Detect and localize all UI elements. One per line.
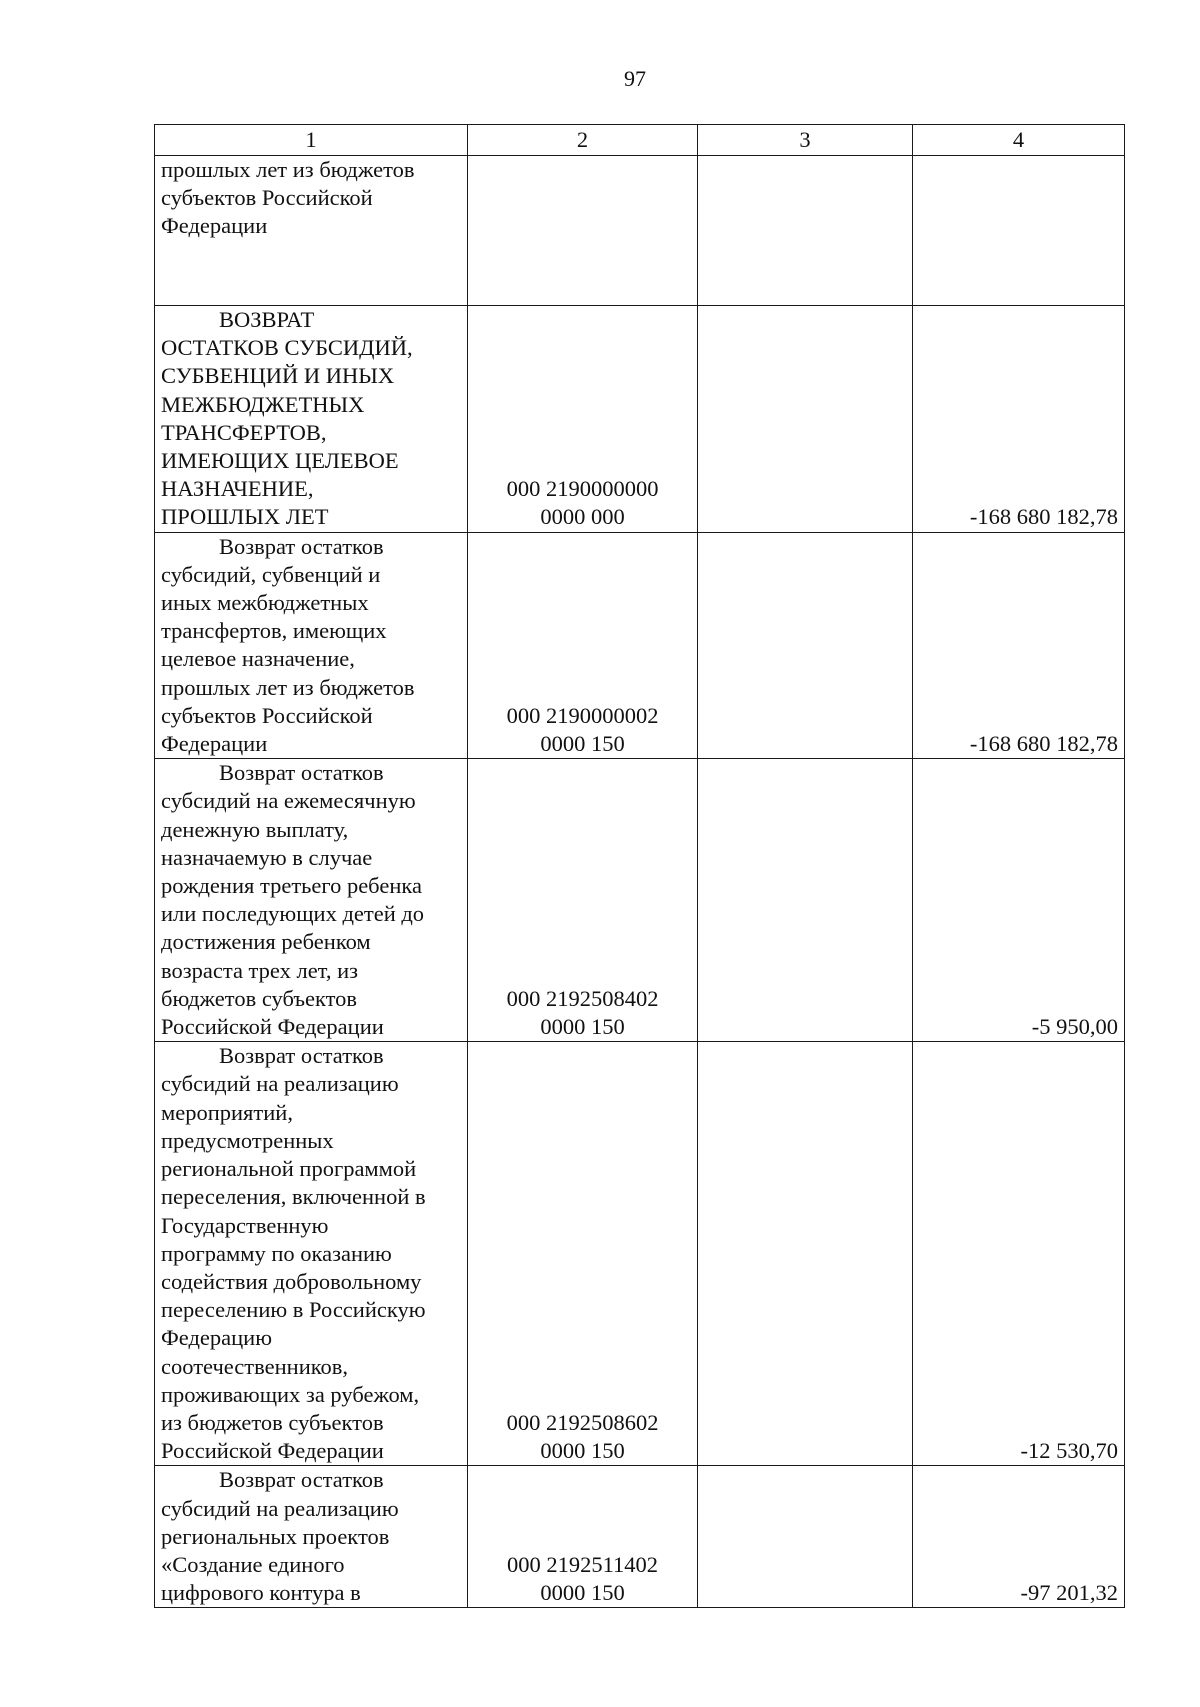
- table-row: [155, 306, 1125, 533]
- item-name-line: достижения ребенком: [161, 929, 371, 955]
- item-name-line: субъектов Российской: [161, 702, 373, 728]
- budget-code-line: 000 2190000000: [506, 476, 659, 502]
- item-name-line: программу по оказанию: [161, 1240, 392, 1266]
- code-cell: [468, 759, 698, 1042]
- code-cell: [468, 1466, 698, 1608]
- budget-code-line: 0000 000: [540, 504, 625, 530]
- item-name-line: предусмотренных: [161, 1127, 334, 1153]
- item-name-line: СУБВЕНЦИЙ И ИНЫХ: [161, 363, 395, 389]
- item-name-line: проживающих за рубежом,: [161, 1381, 420, 1407]
- item-name-cell: [155, 306, 468, 533]
- header-cell: 3: [698, 125, 913, 156]
- budget-code-line: 000 2192511402: [506, 1551, 659, 1577]
- empty-cell: [698, 306, 913, 533]
- item-name-cell: [155, 532, 468, 759]
- item-name-line: содействия добровольному: [161, 1268, 422, 1294]
- item-name-line: Федерации: [161, 213, 268, 239]
- item-name-line: субсидий на реализацию: [161, 1071, 399, 1097]
- code-cell: [468, 532, 698, 759]
- item-name-line: НАЗНАЧЕНИЕ,: [161, 476, 314, 502]
- item-name-line: прошлых лет из бюджетов: [161, 674, 415, 700]
- item-name-line: переселения, включенной в: [161, 1184, 426, 1210]
- item-name-line: бюджетов субъектов: [161, 985, 358, 1011]
- header-cell: 1: [155, 125, 468, 156]
- item-name-line: ТРАНСФЕРТОВ,: [161, 419, 327, 445]
- budget-code-line: 0000 150: [540, 1014, 625, 1040]
- empty-cell: [698, 1466, 913, 1608]
- budget-code-line: 0000 150: [540, 1438, 625, 1464]
- item-name-line: иных межбюджетных: [161, 590, 369, 616]
- item-name-line: Государственную: [161, 1212, 329, 1238]
- table-row: [155, 759, 1125, 1042]
- item-name-line: Российской Федерации: [161, 1438, 384, 1464]
- header-cell: 2: [468, 125, 698, 156]
- code-cell: [468, 306, 698, 533]
- item-name-line: прошлых лет из бюджетов: [161, 157, 415, 182]
- item-name-cell: [155, 156, 468, 306]
- item-name-line: возраста трех лет, из: [161, 957, 359, 983]
- item-name-line: субсидий, субвенций и: [161, 561, 381, 587]
- item-name-line: мероприятий,: [161, 1099, 293, 1125]
- item-name-line: Возврат остатков: [219, 1467, 384, 1493]
- page-number: 97: [624, 66, 646, 91]
- item-name-line: рождения третьего ребенка: [161, 873, 422, 899]
- amount-cell: -5 950,00: [913, 759, 1125, 1042]
- item-name-line: Возврат остатков: [219, 1043, 384, 1069]
- table-row: [155, 532, 1125, 759]
- code-cell: [468, 1042, 698, 1466]
- item-name-line: субсидий на ежемесячную: [161, 788, 416, 814]
- budget-code-line: 000 2192508402: [506, 985, 659, 1011]
- item-name-line: целевое назначение,: [161, 646, 355, 672]
- item-name-line: Возврат остатков: [219, 760, 384, 786]
- table-row: [155, 1466, 1125, 1608]
- table-row: [155, 156, 1125, 306]
- empty-cell: [698, 156, 913, 306]
- code-cell: [468, 156, 698, 306]
- item-name-line: региональных проектов: [161, 1523, 390, 1549]
- item-name-line: Российской Федерации: [161, 1014, 384, 1040]
- header-cell: 4: [913, 125, 1125, 156]
- item-name-line: ОСТАТКОВ СУБСИДИЙ,: [161, 335, 413, 361]
- item-name-line: МЕЖБЮДЖЕТНЫХ: [161, 391, 365, 417]
- item-name-line: «Создание единого: [161, 1551, 345, 1577]
- amount-cell: -97 201,32: [913, 1466, 1125, 1608]
- item-name-line: из бюджетов субъектов: [161, 1409, 384, 1435]
- budget-table: [154, 124, 1125, 1608]
- item-name-line: денежную выплату,: [161, 816, 349, 842]
- budget-code-line: 000 2192508602: [506, 1409, 659, 1435]
- table-header-row: [155, 125, 1125, 156]
- item-name-line: ИМЕЮЩИХ ЦЕЛЕВОЕ: [161, 448, 399, 474]
- budget-code-line: 000 2190000002: [506, 702, 659, 728]
- budget-code-line: 0000 150: [540, 731, 625, 757]
- item-name-cell: [155, 1466, 468, 1608]
- empty-cell: [698, 532, 913, 759]
- budget-code-line: 0000 150: [540, 1580, 625, 1606]
- item-name-line: трансфертов, имеющих: [161, 618, 387, 644]
- item-name-cell: [155, 759, 468, 1042]
- amount-cell: [913, 156, 1125, 306]
- item-name-line: ПРОШЛЫХ ЛЕТ: [161, 504, 329, 530]
- amount-cell: -168 680 182,78: [913, 306, 1125, 533]
- item-name-line: субсидий на реализацию: [161, 1495, 399, 1521]
- item-name-line: назначаемую в случае: [161, 844, 373, 870]
- empty-cell: [698, 1042, 913, 1466]
- item-name-line: соотечественников,: [161, 1353, 349, 1379]
- item-name-line: переселению в Российскую: [161, 1297, 426, 1323]
- empty-cell: [698, 759, 913, 1042]
- item-name-line: субъектов Российской: [161, 185, 373, 211]
- item-name-line: Федерации: [161, 731, 268, 757]
- item-name-cell: [155, 1042, 468, 1466]
- item-name-line: Федерацию: [161, 1325, 273, 1351]
- item-name-line: региональной программой: [161, 1156, 417, 1182]
- amount-cell: -168 680 182,78: [913, 532, 1125, 759]
- item-name-line: ВОЗВРАТ: [219, 307, 315, 332]
- item-name-line: Возврат остатков: [219, 533, 384, 559]
- item-name-line: или последующих детей до: [161, 901, 425, 927]
- item-name-line: цифрового контура в: [161, 1580, 361, 1606]
- table-row: [155, 1042, 1125, 1466]
- amount-cell: -12 530,70: [913, 1042, 1125, 1466]
